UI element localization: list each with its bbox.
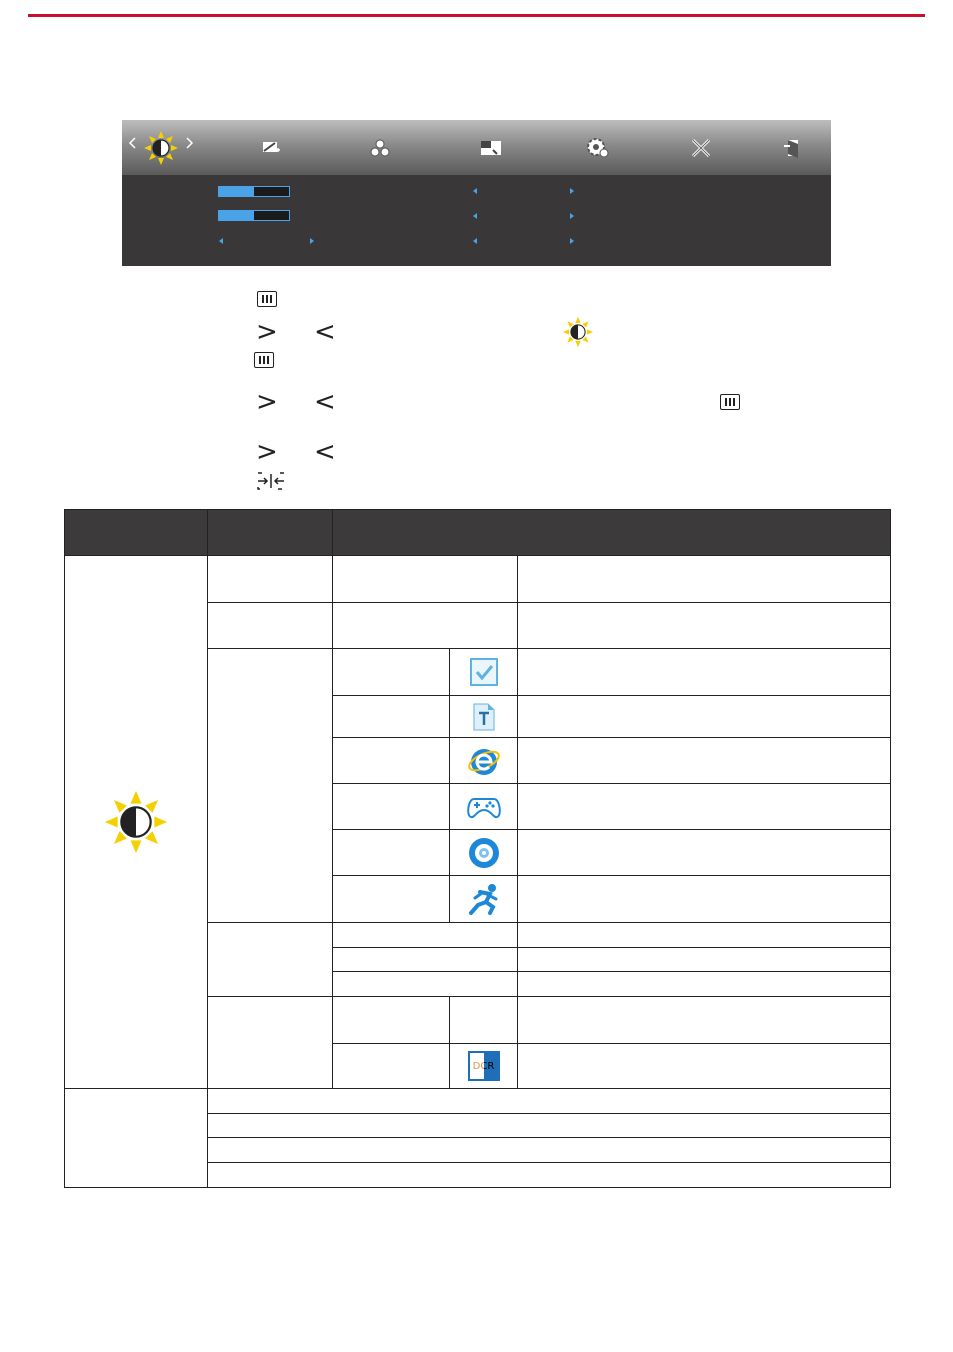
dcr-label-cell [207,996,333,1089]
tab-picture-boost[interactable] [471,128,511,168]
right-arrow-icon: > [256,387,278,417]
sports-icon [466,883,502,915]
eco-text-desc-cell [517,695,891,738]
luminance-icon [143,130,179,166]
eco-internet-desc-cell [517,737,891,784]
gamma3-name-cell [332,971,518,997]
eco-text-icon-cell [449,695,518,738]
luminance-icon [562,316,594,348]
gamma-label-cell [207,922,333,997]
extra-icon [690,137,712,159]
dcr-on-desc-cell [517,1043,891,1089]
left-arrow-icon: < [314,317,336,347]
osd-left-nav-icon[interactable] [128,137,136,149]
left-arrow-icon: < [314,387,336,417]
bottom-row-1 [207,1088,891,1114]
header-cell-1 [64,509,208,556]
internet-icon [467,744,501,778]
gamma1-name-cell [332,922,518,948]
menu-button-icon [257,291,277,307]
eco-internet-icon-cell [449,737,518,784]
left-arrow-icon: < [314,437,336,467]
tab-luminance[interactable] [141,128,181,168]
dcr-on-name-cell [332,1043,450,1089]
osd-setup-icon [585,136,611,160]
bottom-row-3 [207,1137,891,1163]
dcr-off-icon-cell [449,996,518,1044]
eco-standard-desc-cell [517,648,891,696]
picture-boost-icon [479,138,503,158]
top-rule [28,14,925,17]
overdrive-left-arrow-icon[interactable] [473,238,477,244]
contrast-desc-cell [517,555,891,603]
gamma2-desc-cell [517,947,891,972]
eco-sports-icon-cell [449,875,518,923]
standard-icon [469,657,499,687]
dcr-on-icon-cell [449,1043,518,1089]
brightness-slider[interactable] [218,210,290,221]
dcr-off-desc-cell [517,996,891,1044]
eco-sports-desc-cell [517,875,891,923]
gamma-right-arrow-icon[interactable] [310,238,314,244]
overdrive-right-arrow-icon[interactable] [570,238,574,244]
eco-movie-desc-cell [517,829,891,876]
contrast-slider[interactable] [218,186,290,197]
gamma1-desc-cell [517,922,891,948]
dcr-icon [468,1051,500,1081]
contrast-slider-fill [219,187,254,196]
osd-tab-bar [122,120,831,175]
menu-button-icon [254,352,274,368]
bottom-row-2 [207,1113,891,1138]
right-arrow-icon: > [256,317,278,347]
eco-movie-icon-cell [449,829,518,876]
exit-icon [783,137,803,159]
gamma3-desc-cell [517,971,891,997]
eco-standard-name-cell [332,648,450,696]
eco-right-arrow-icon[interactable] [570,188,574,194]
eco-game-name-cell [332,783,450,830]
color-setup-icon [369,138,391,158]
game-icon [466,794,502,820]
gamma2-name-cell [332,947,518,972]
brightness-range-cell [332,602,518,649]
drm-right-arrow-icon[interactable] [570,213,574,219]
osd-right-nav-icon[interactable] [186,137,194,149]
drm-left-arrow-icon[interactable] [473,213,477,219]
eco-game-desc-cell [517,783,891,830]
dcr-icon-label: DCR [472,1060,495,1072]
luminance-table [64,509,891,1188]
gamma-left-arrow-icon[interactable] [219,238,223,244]
tab-exit[interactable] [773,128,813,168]
eco-movie-name-cell [332,829,450,876]
contrast-range-cell [332,555,518,603]
eco-game-icon-cell [449,783,518,830]
tab-extra[interactable] [681,128,721,168]
eco-standard-icon-cell [449,648,518,696]
luminance-icon [103,789,169,855]
tab-image-setup[interactable] [252,128,292,168]
text-icon [473,703,495,731]
eco-sports-name-cell [332,875,450,923]
brightness-label-cell [207,602,333,649]
header-cell-3 [332,509,891,556]
brightness-desc-cell [517,602,891,649]
bottom-row-4 [207,1162,891,1188]
contrast-label-cell [207,555,333,603]
tab-osd-setup[interactable] [578,128,618,168]
right-arrow-icon: > [256,437,278,467]
eco-internet-name-cell [332,737,450,784]
image-setup-icon [260,138,284,158]
eco-left-arrow-icon[interactable] [473,188,477,194]
tab-color-setup[interactable] [360,128,400,168]
luminance-cell [64,555,208,1089]
auto-source-icon [257,472,285,490]
eco-text-name-cell [332,695,450,738]
eco-mode-label-cell [207,648,333,923]
dcr-off-name-cell [332,996,450,1044]
osd-menu [122,120,831,266]
menu-button-icon [720,394,740,410]
bottom-left-cell [64,1088,208,1188]
brightness-slider-fill [219,211,254,220]
movie-icon [468,837,500,869]
header-cell-2 [207,509,333,556]
